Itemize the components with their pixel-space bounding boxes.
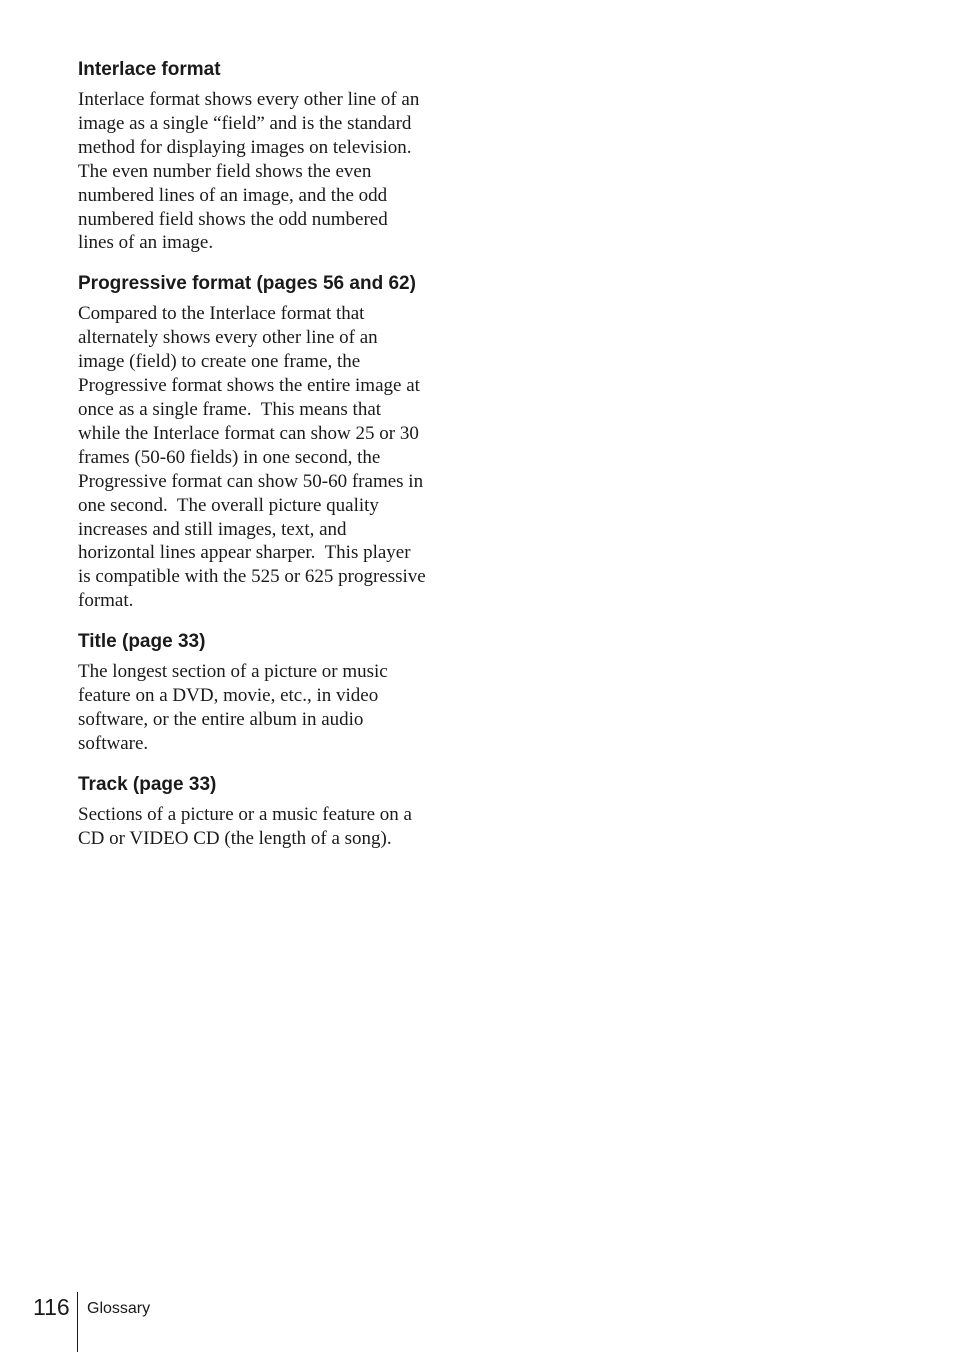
body-line: one second. The overall picture quality <box>78 494 379 516</box>
body-line: Compared to the Interlace format that <box>78 303 365 325</box>
footer-divider <box>77 1292 78 1352</box>
body-line: Sections of a picture or a music feature on a <box>78 803 412 825</box>
glossary-entry-interlace-format <box>78 58 450 255</box>
body-line: lines of an image. <box>78 232 214 254</box>
page-number: 116 <box>33 1294 70 1320</box>
entry-body <box>78 803 450 851</box>
body-line: numbered lines of an image, and the odd <box>78 184 388 206</box>
body-line: Progressive format can show 50-60 frames in <box>78 470 424 492</box>
body-line: alternately shows every other line of an <box>78 327 378 349</box>
glossary-column <box>78 58 450 868</box>
body-line: horizontal lines appear sharper. This player <box>78 542 411 564</box>
entry-body <box>78 660 450 756</box>
entry-heading: Progressive format (pages 56 and 62) <box>78 273 416 295</box>
body-line: CD or VIDEO CD (the length of a song). <box>78 827 392 849</box>
entry-heading: Track (page 33) <box>78 773 217 795</box>
entry-body <box>78 88 450 255</box>
body-line: Interlace format shows every other line of an <box>78 89 420 110</box>
body-line: software, or the entire album in audio <box>78 708 364 730</box>
body-line: frames (50-60 fields) in one second, the <box>78 446 381 468</box>
glossary-entry-title <box>78 630 450 756</box>
body-line: software. <box>78 732 149 754</box>
body-line: feature on a DVD, movie, etc., in video <box>78 685 379 707</box>
body-line: image (field) to create one frame, the <box>78 351 361 373</box>
section-name: Glossary <box>87 1300 151 1317</box>
body-line: increases and still images, text, and <box>78 518 347 540</box>
body-line: once as a single frame. This means that <box>78 398 382 420</box>
body-line: while the Interlace format can show 25 or 30 <box>78 422 419 444</box>
body-line: format. <box>78 590 134 612</box>
page-footer <box>0 1292 954 1352</box>
entry-heading: Title (page 33) <box>78 631 206 653</box>
glossary-entry-progressive-format <box>78 272 450 613</box>
body-line: method for displaying images on television. <box>78 136 412 158</box>
body-line: The longest section of a picture or music <box>78 661 388 683</box>
entry-body <box>78 302 450 613</box>
body-line: is compatible with the 525 or 625 progressive <box>78 566 426 588</box>
body-line: numbered field shows the odd numbered <box>78 208 388 230</box>
body-line: image as a single “field” and is the standard <box>78 112 412 134</box>
entry-heading: Interlace format <box>78 59 221 80</box>
glossary-entry-track <box>78 773 450 851</box>
body-line: Progressive format shows the entire image at <box>78 375 420 397</box>
body-line: The even number field shows the even <box>78 160 372 182</box>
